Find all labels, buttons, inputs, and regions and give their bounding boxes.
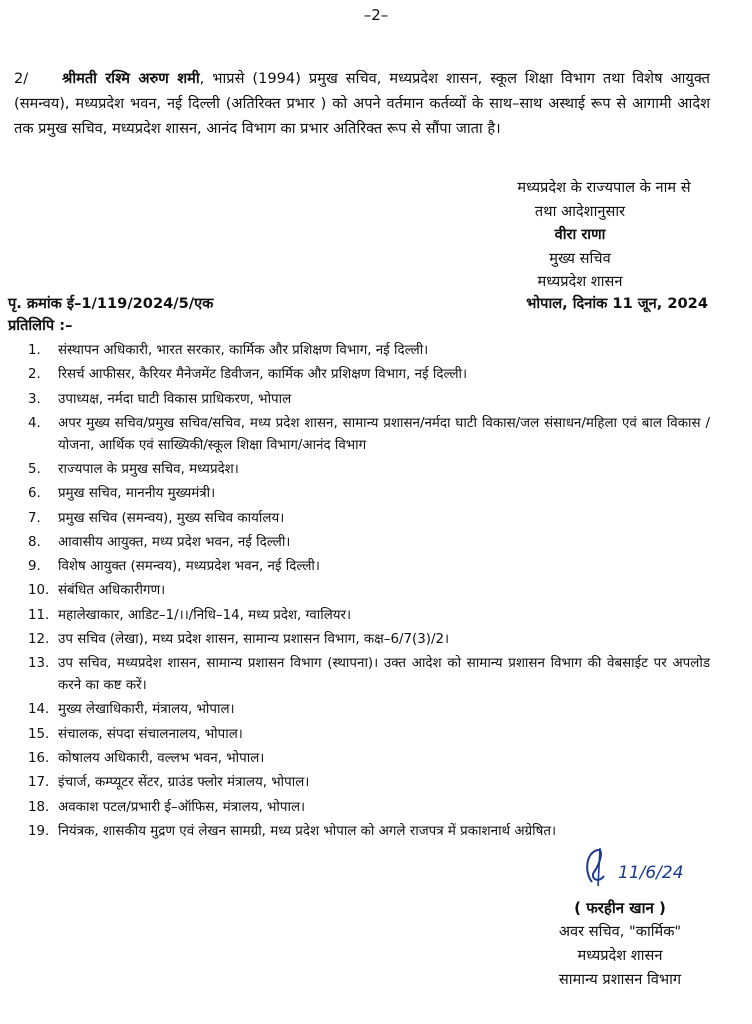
copy-item-text: कोषालय अधिकारी, वल्लभ भवन, भोपाल। xyxy=(58,751,265,767)
chief-secretary-signature-block xyxy=(430,176,730,294)
place-date: भोपाल, दिनांक 11 जून, 2024 xyxy=(526,295,708,312)
copy-recipient-item xyxy=(28,724,710,746)
copy-item-text: उप सचिव, मध्यप्रदेश शासन, सामान्य प्रशासन विभाग (स्थापना)। उक्त आदेश को सामान्य प्रशासन विभाग की वेबसाईट पर अपलोड करने का कष्ट करें। xyxy=(58,656,710,694)
copy-item-number: 1. xyxy=(28,343,41,358)
copy-item-number: 6. xyxy=(28,486,41,502)
copy-recipient-item xyxy=(28,629,710,651)
copy-item-number: 7. xyxy=(28,510,41,526)
copy-to-label: प्रतिलिपि :– xyxy=(8,317,73,334)
order-number: 2/ xyxy=(14,70,29,87)
copy-item-text: संबंधित अधिकारीगण। xyxy=(58,583,166,599)
copy-item-text: राज्यपाल के प्रमुख सचिव, मध्यप्रदेश। xyxy=(58,461,239,477)
under-secretary-department: सामान्य प्रशासन विभाग xyxy=(558,971,682,988)
copy-item-number: 9. xyxy=(28,559,41,575)
reference-row xyxy=(8,293,708,313)
signatory-office: मध्यप्रदेश शासन xyxy=(537,273,623,290)
reference-number: पृ. क्रमांक ई–1/119/2024/5/एक xyxy=(8,295,214,312)
copy-item-number: 18. xyxy=(28,799,50,815)
signatory-name: वीरा राणा xyxy=(554,226,606,243)
copy-recipient-list xyxy=(28,340,710,845)
order-paragraph xyxy=(14,66,710,141)
officer-name: श्रीमती रश्मि अरुण शमी xyxy=(62,70,200,87)
copy-recipient-item xyxy=(28,483,710,505)
copy-recipient-item xyxy=(28,748,710,770)
copy-item-text: विशेष आयुक्त (समन्वय), मध्यप्रदेश भवन, नई दिल्ली। xyxy=(58,559,320,575)
signatory-designation: मुख्य सचिव xyxy=(549,249,611,267)
copy-item-number: 3. xyxy=(28,391,41,407)
copy-recipient-item xyxy=(28,389,710,411)
copy-item-number: 16. xyxy=(28,751,50,767)
copy-item-text: मुख्य लेखाधिकारी, मंत्रालय, भोपाल। xyxy=(58,702,235,718)
authority-line-2: तथा आदेशानुसार xyxy=(534,202,626,220)
copy-item-number: 15. xyxy=(28,726,50,742)
copy-item-text: इंचार्ज, कम्प्यूटर सेंटर, ग्राउंड फ्लोर मंत्रालय, भोपाल। xyxy=(58,775,310,791)
under-secretary-office: मध्यप्रदेश शासन xyxy=(577,947,663,964)
copy-item-text: उप सचिव (लेखा), मध्य प्रदेश शासन, सामान्य प्रशासन विभाग, कक्ष–6/7(3)/2। xyxy=(58,632,450,648)
copy-recipient-item xyxy=(28,797,710,819)
copy-recipient-item xyxy=(28,340,710,362)
copy-item-text: आवासीय आयुक्त, मध्य प्रदेश भवन, नई दिल्ली। xyxy=(58,534,291,550)
copy-item-number: 14. xyxy=(28,702,50,718)
handwritten-initials-signature xyxy=(578,842,718,892)
under-secretary-signature-block xyxy=(500,896,740,992)
copy-item-number: 8. xyxy=(28,534,41,550)
copy-item-text: प्रमुख सचिव, माननीय मुख्यमंत्री। xyxy=(58,486,216,502)
copy-recipient-item xyxy=(28,413,710,457)
copy-item-number: 17. xyxy=(28,775,50,791)
copy-item-text: अवकाश पटल/प्रभारी ई–ऑफिस, मंत्रालय, भोपाल। xyxy=(58,799,306,815)
copy-item-number: 2. xyxy=(28,367,41,383)
copy-recipient-item xyxy=(28,580,710,602)
copy-recipient-item xyxy=(28,821,710,843)
copy-recipient-item xyxy=(28,772,710,794)
copy-item-text: संस्थापन अधिकारी, भारत सरकार, कार्मिक और प्रशिक्षण विभाग, नई दिल्ली। xyxy=(58,343,429,358)
copy-item-number: 13. xyxy=(28,656,50,672)
copy-recipient-item xyxy=(28,508,710,530)
copy-recipient-item xyxy=(28,605,710,627)
copy-recipient-item xyxy=(28,459,710,481)
page-number: –2– xyxy=(363,6,389,24)
copy-item-number: 5. xyxy=(28,461,41,477)
copy-item-text: महालेखाकार, आडिट–1/।।/निधि–14, मध्य प्रदेश, ग्वालियर। xyxy=(58,607,352,623)
copy-item-number: 12. xyxy=(28,632,50,648)
copy-recipient-item xyxy=(28,532,710,554)
copy-recipient-item xyxy=(28,653,710,697)
copy-recipient-item xyxy=(28,364,710,386)
copy-item-text: उपाध्यक्ष, नर्मदा घाटी विकास प्राधिकरण, भोपाल xyxy=(58,391,292,407)
copy-item-text: अपर मुख्य सचिव/प्रमुख सचिव/सचिव, मध्य प्रदेश शासन, सामान्य प्रशासन/नर्मदा घाटी विकास/जल संसाधन/महिला एवं बाल विकास /योजना, आर्थिक एवं साख्यिकी/स्कूल शिक्षा विभाग/आनंद विभाग xyxy=(58,415,710,453)
copy-recipient-item xyxy=(28,699,710,721)
under-secretary-designation: अवर सचिव, "कार्मिक" xyxy=(558,923,682,940)
under-secretary-name: ( फरहीन खान ) xyxy=(574,899,666,917)
copy-item-text: नियंत्रक, शासकीय मुद्रण एवं लेखन सामग्री, मध्य प्रदेश भोपाल को अगले राजपत्र में प्रकाशनार्थ अग्रेषित। xyxy=(58,823,557,839)
copy-item-number: 10. xyxy=(28,583,50,599)
handwritten-date: 11/6/24 xyxy=(618,863,684,883)
copy-item-number: 4. xyxy=(28,415,41,431)
copy-item-number: 11. xyxy=(28,607,50,623)
copy-item-text: प्रमुख सचिव (समन्वय), मुख्य सचिव कार्यालय। xyxy=(58,510,285,526)
authority-line-1: मध्यप्रदेश के राज्यपाल के नाम से xyxy=(517,179,691,196)
copy-recipient-item xyxy=(28,556,710,578)
order-body: , भाप्रसे (1994) प्रमुख सचिव, मध्यप्रदेश शासन, स्कूल शिक्षा विभाग तथा विशेष आयुक्त (समन्वय), मध्यप्रदेश भवन, नई दिल्ली (अतिरिक्त प्रभार ) को अपने वर्तमान कर्तव्यों के साथ–साथ अस्थाई रूप से आगामी आदेश तक प्रमुख सचिव, मध्यप्रदेश शासन, आनंद विभाग का प्रभार अतिरिक्त रूप से सौंपा जाता है। xyxy=(14,70,711,137)
copy-item-text: रिसर्च आफीसर, कैरियर मैनेजमेंट डिवीजन, कार्मिक और प्रशिक्षण विभाग, नई दिल्ली। xyxy=(58,367,468,383)
copy-item-number: 19. xyxy=(28,823,50,839)
copy-item-text: संचालक, संपदा संचालनालय, भोपाल। xyxy=(58,726,243,742)
